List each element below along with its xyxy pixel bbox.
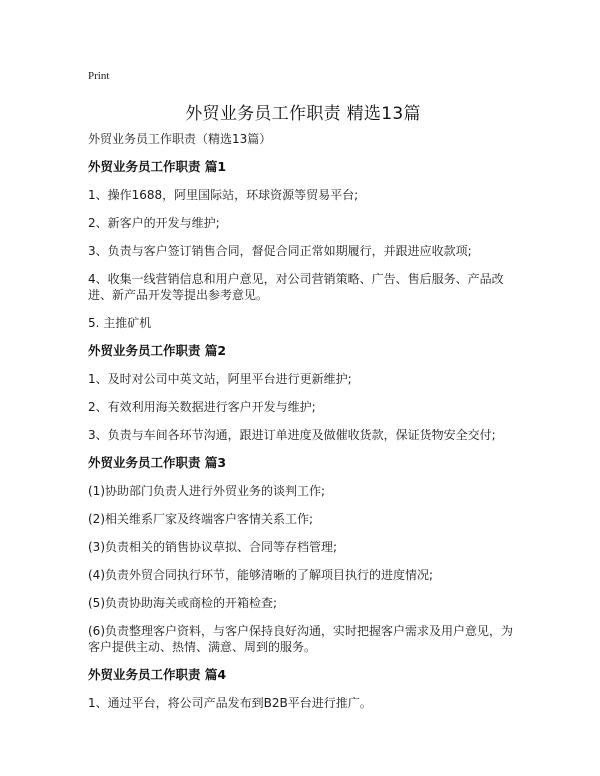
paragraph: (6)负责整理客户资料，与客户保持良好沟通，实时把握客户需求及用户意见，为客户提供主动、热情、满意、周到的服务。 xyxy=(88,624,514,654)
document-body xyxy=(88,131,518,723)
paragraph: (3)负责相关的销售协议草拟、合同等存档管理; xyxy=(88,540,338,554)
paragraph: 2、有效利用海关数据进行客户开发与维护; xyxy=(88,400,316,414)
print-link[interactable]: Print xyxy=(88,70,110,82)
section-1 xyxy=(88,159,518,331)
paragraph: 1、通过平台，将公司产品发布到B2B平台进行推广。 xyxy=(88,696,372,710)
paragraph: 4、收集一线营销信息和用户意见，对公司营销策略、广告、售后服务、产品改进、新产品开发等提出参考意见。 xyxy=(88,272,504,302)
paragraph: (2)相关维系厂家及终端客户客情关系工作; xyxy=(88,512,314,526)
paragraph: (4)负责外贸合同执行环节，能够清晰的了解项目执行的进度情况; xyxy=(88,568,434,582)
document-title: 外贸业务员工作职责 精选13篇 xyxy=(185,104,421,124)
paragraph: (1)协助部门负责人进行外贸业务的谈判工作; xyxy=(88,484,326,498)
paragraph: 1、操作1688，阿里国际站，环球资源等贸易平台; xyxy=(88,188,359,202)
paragraph: 1、及时对公司中英文站，阿里平台进行更新维护; xyxy=(88,372,352,386)
section-heading: 外贸业务员工作职责 篇3 xyxy=(88,455,227,470)
section-4 xyxy=(88,667,518,711)
section-3 xyxy=(88,455,518,655)
section-heading: 外贸业务员工作职责 篇2 xyxy=(88,343,227,358)
paragraph: 3、负责与客户签订销售合同，督促合同正常如期履行，并跟进应收款项; xyxy=(88,244,472,258)
paragraph: 2、新客户的开发与维护; xyxy=(88,216,220,230)
section-2 xyxy=(88,343,518,443)
section-heading: 外贸业务员工作职责 篇4 xyxy=(88,667,227,682)
document-subtitle: 外贸业务员工作职责（精选13篇） xyxy=(88,132,272,146)
paragraph: (5)负责协助海关或商检的开箱检查; xyxy=(88,596,278,610)
paragraph: 3、负责与车间各环节沟通，跟进订单进度及做催收货款，保证货物安全交付; xyxy=(88,428,496,442)
section-heading: 外贸业务员工作职责 篇1 xyxy=(88,159,227,174)
paragraph: 5. 主推矿机 xyxy=(88,316,152,330)
